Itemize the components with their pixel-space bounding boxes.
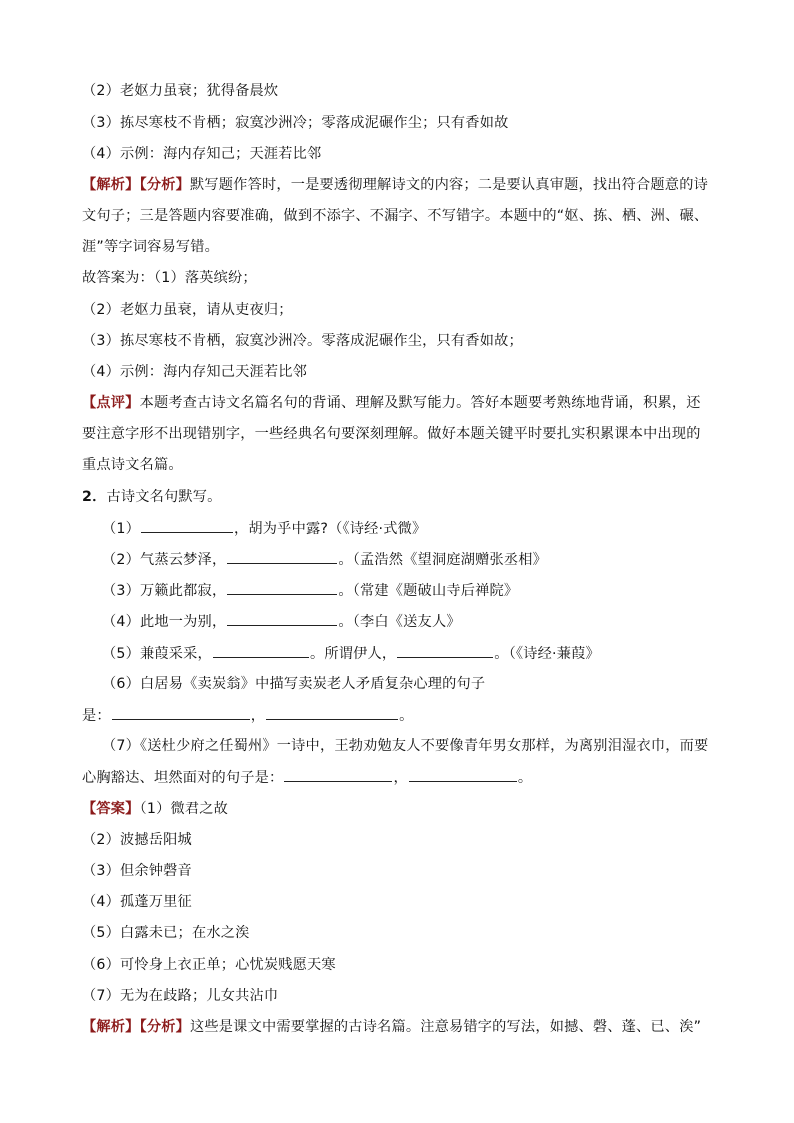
item-text: 心胸豁达、坦然面对的句子是： (82, 770, 284, 786)
item-text: 。 (399, 708, 414, 724)
answer-line-3: （3）但余钟磬音 (82, 863, 192, 879)
prev-analysis-line-3: 涯”等字词容易写错。 (82, 239, 220, 255)
blank-line[interactable] (266, 705, 398, 720)
comment-tag: 【点评】 (82, 395, 140, 411)
answer-line-7: （7）无为在歧路；儿女共沾巾 (82, 988, 279, 1004)
item-label: （1） (102, 521, 141, 537)
blank-line[interactable] (141, 518, 233, 533)
item-text: 。（李白《送友人》 (338, 614, 461, 630)
answer-line-5: （5）白露未已；在水之涘 (82, 925, 250, 941)
blank-line[interactable] (227, 580, 337, 595)
prev-answer-intro: 故答案为：（1）落英缤纷； (82, 270, 257, 286)
q2-item-1 (102, 518, 712, 539)
question-title: 古诗文名句默写。 (106, 489, 222, 505)
analysis-text: 这些是课文中需要掌握的古诗名篇。注意易错字的写法，如撼、磬、蓬、已、涘” (190, 1019, 702, 1035)
analysis-tag: 【解析】 (82, 177, 140, 193)
item-text: （3）万籁此都寂， (102, 583, 227, 599)
blank-line[interactable] (227, 549, 337, 564)
item-text: （2）气蒸云梦泽， (102, 552, 227, 568)
answer-line-1 (82, 799, 712, 819)
item-text: 。（孟浩然《望洞庭湖赠张丞相》 (338, 552, 548, 568)
blank-line[interactable] (227, 611, 337, 626)
prev-comment-line-2: 要注意字形不出现错别字，一些经典名句要深刻理解。做好本题关键平时要扎实积累课本中出现的 (82, 426, 701, 442)
prev-final-answer-2: （2）老妪力虽衰，请从吏夜归； (82, 302, 293, 318)
prev-final-answer-3: （3）拣尽寒枝不肯栖，寂寞沙洲冷。零落成泥碾作尘，只有香如故； (82, 333, 523, 349)
q2-item-6-line-2 (82, 705, 712, 726)
comment-text-1: 本题考查古诗文名篇名句的背诵、理解及默写能力。答好本题要考熟练地背诵，积累，还 (139, 395, 701, 411)
item-text: 。（常建《题破山寺后禅院》 (338, 583, 519, 599)
blank-line[interactable] (213, 643, 309, 658)
fenxi-tag: 【分析】 (139, 1019, 191, 1035)
blank-line[interactable] (409, 767, 517, 782)
blank-line[interactable] (284, 767, 392, 782)
answer-tag: 【答案】 (82, 801, 140, 817)
prev-comment-line-3: 重点诗文名篇。 (82, 457, 183, 473)
prev-analysis-line-2: 文句子；三是答题内容要准确，做到不添字、不漏字、不写错字。本题中的“妪、拣、栖、洲、碾、 (82, 208, 709, 224)
item-text: （4）此地一为别， (102, 614, 227, 630)
q2-item-7-line-1: （7）《送杜少府之任蜀州》一诗中，王勃劝勉友人不要像青年男女那样，为离别泪湿衣巾，而要 (102, 738, 709, 754)
item-text: （5）兼葭采采， (102, 646, 212, 662)
q2-item-2 (102, 549, 712, 570)
blank-line[interactable] (112, 705, 250, 720)
answer-line-2: （2）波撼岳阳城 (82, 832, 192, 848)
q2-item-4 (102, 611, 712, 632)
question-number: 2． (82, 489, 107, 505)
question-2-heading (82, 487, 712, 507)
answer-line-6: （6）可怜身上衣正单；心忧炭贱愿天寒 (82, 957, 336, 973)
prev-comment-line-1 (82, 393, 712, 413)
prev-final-answer-4: （4）示例：海内存知己天涯若比邻 (82, 364, 308, 380)
item-text: 。（《诗经·蒹葭》 (494, 646, 600, 662)
q2-item-7-line-2 (82, 767, 712, 788)
analysis-tag: 【解析】 (82, 1019, 140, 1035)
analysis-text-1: 默写题作答时，一是要透彻理解诗文的内容；二是要认真审题，找出符合题意的诗 (190, 177, 708, 193)
prev-answer-3: （3）拣尽寒枝不肯栖；寂寞沙洲冷；零落成泥碾作尘；只有香如故 (82, 115, 509, 131)
answer-line-4: （4）孤蓬万里征 (82, 894, 192, 910)
item-text: ， (250, 708, 266, 724)
q2-item-6-line-1: （6）白居易《卖炭翁》中描写卖炭老人矛盾复杂心理的句子 (102, 676, 486, 692)
item-text: 。 (517, 770, 533, 786)
prev-answer-4: （4）示例：海内存知己；天涯若比邻 (82, 146, 322, 162)
item-text: 是： (82, 708, 111, 724)
analysis-2-line-1 (82, 1017, 712, 1037)
blank-line[interactable] (397, 643, 493, 658)
q2-item-3 (102, 580, 712, 601)
item-text: ，胡为乎中露?（《诗经·式微》 (234, 521, 427, 537)
item-text: 。所谓伊人， (309, 646, 397, 662)
prev-answer-2: （2）老妪力虽衰；犹得备晨炊 (82, 83, 279, 99)
answer-text: （1）微君之故 (139, 801, 229, 817)
item-text: ， (393, 770, 408, 786)
prev-analysis-line-1 (82, 175, 712, 195)
fenxi-tag: 【分析】 (139, 177, 191, 193)
q2-item-5 (102, 643, 712, 664)
